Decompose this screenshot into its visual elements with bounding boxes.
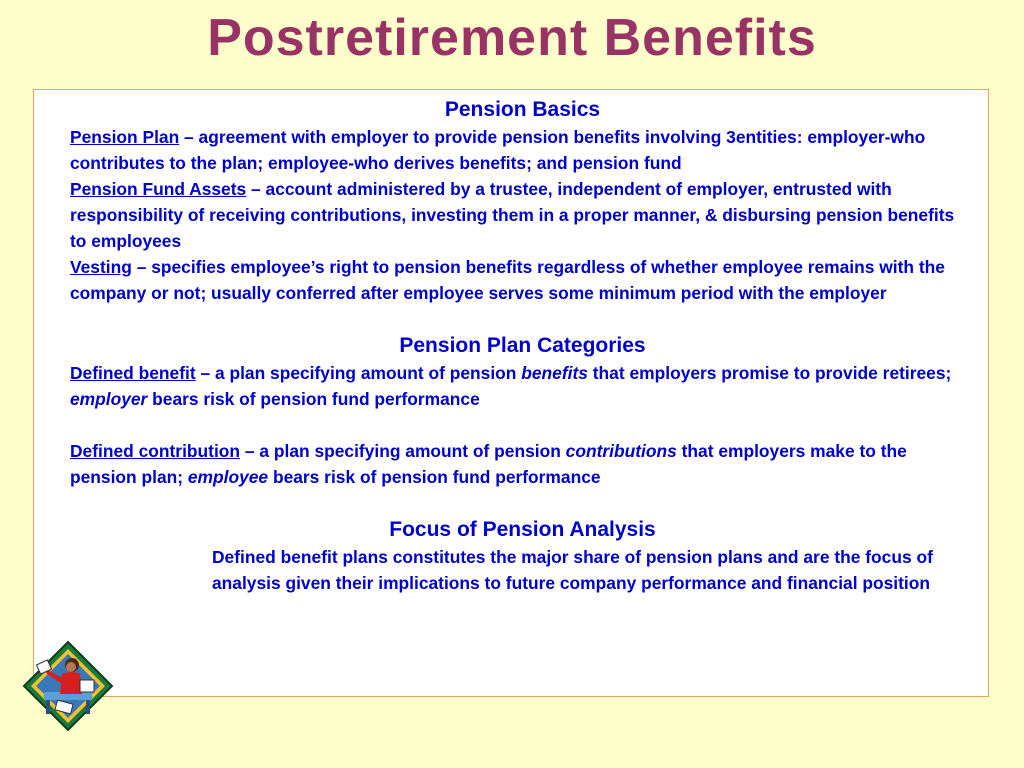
- section-heading-pension-plan-categories: Pension Plan Categories: [399, 334, 646, 357]
- definition-text: that employers make to the pension plan;: [70, 441, 907, 487]
- definition-defined-benefit: [70, 360, 975, 412]
- content: [70, 96, 975, 596]
- definition-defined-contribution: [70, 438, 975, 490]
- section-heading-focus-of-pension-analysis: Focus of Pension Analysis: [389, 518, 656, 541]
- emphasis: benefits: [521, 363, 588, 383]
- term-defined-contribution: Defined contribution: [70, 441, 241, 461]
- definition-pension-plan: [70, 124, 975, 176]
- term-pension-fund-assets: Pension Fund Assets: [70, 179, 247, 199]
- definition-text: – a plan specifying amount of pension: [240, 441, 566, 461]
- definition-text: – specifies employee’s right to pension benefits regardless of whether employee remains with the company or not; usually conferred after employee serves some minimum period with the employer: [70, 257, 945, 303]
- term-defined-benefit: Defined benefit: [70, 363, 196, 383]
- content-box: [33, 89, 989, 697]
- term-vesting: Vesting: [70, 257, 132, 277]
- definition-pension-fund-assets: [70, 176, 975, 254]
- definition-text: bears risk of pension fund performance: [268, 467, 601, 487]
- definition-vesting: [70, 254, 975, 306]
- definition-text: – a plan specifying amount of pension: [195, 363, 522, 383]
- definition-text: – account administered by a trustee, independent of employer, entrusted with responsibility of receiving contributions, investing them in a proper manner, & disbursing pension benefits to employees: [70, 179, 955, 251]
- slide-title: Postretirement Benefits: [207, 9, 817, 67]
- definition-text: – agreement with employer to provide pension benefits involving 3entities: employer-who contributes to the plan; employee-who derives benefits; and pension fund: [70, 127, 926, 173]
- section-heading-pension-basics: Pension Basics: [444, 98, 601, 121]
- person-at-desk-icon: [22, 640, 114, 732]
- emphasis: employee: [187, 467, 269, 487]
- definition-text: bears risk of pension fund performance: [147, 389, 480, 409]
- definition-text: that employers promise to provide retirees;: [587, 363, 952, 383]
- focus-paragraph: Defined benefit plans constitutes the major share of pension plans and are the focus of analysis given their implications to future company performance and financial position: [212, 547, 933, 593]
- term-pension-plan: Pension Plan: [70, 127, 180, 147]
- emphasis: employer: [70, 389, 148, 409]
- emphasis: contributions: [565, 441, 677, 461]
